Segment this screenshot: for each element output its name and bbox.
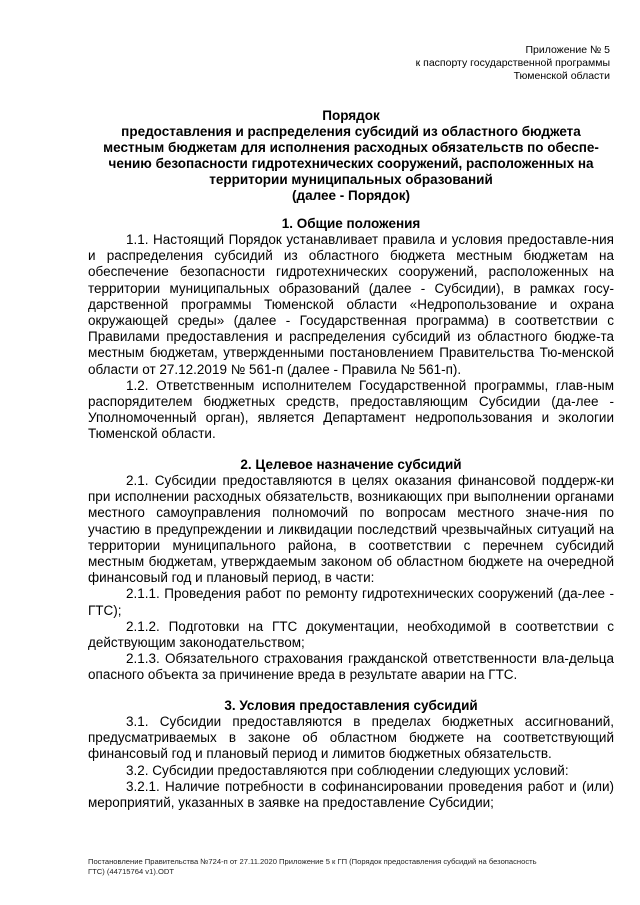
section-heading: 3. Условия предоставления субсидий [224, 698, 478, 713]
title-line: Порядок [322, 108, 380, 123]
paragraph: 3.2. Субсидии предоставляются при соблюдении следующих условий: [126, 762, 569, 778]
title-line: чению безопасности гидротехнических сооружений, расположенных на [108, 156, 594, 171]
appendix-line: Приложение № 5 [525, 44, 610, 56]
paragraph: 3.2.1. Наличие потребности в софинансировании проведения работ и (или) мероприятий, указанных в заявке на предоставление Субсидии; [88, 778, 614, 811]
footer-line: ГТС) (44715764 v1).ODT [88, 867, 174, 876]
title-line: территории муниципальных образований [209, 172, 493, 187]
paragraph: 2.1. Субсидии предоставляются в целях оказания финансовой поддерж-ки при исполнении расходных обязательств, возникающих при выполнении органами местного самоуправления полномочий по вопросам местного значе-ния по участию в предупреждении и ликвидации последствий чрезвычайных ситуаций на территории муниципального района, в соответствии с перечнем субсидий местным бюджетам, утверждаемым законом об областном бюджете на очередной финансовый год и плановый период, в части: [88, 473, 614, 586]
title-line: предоставления и распределения субсидий из областного бюджета [121, 124, 581, 139]
section-heading: 2. Целевое назначение субсидий [240, 457, 462, 472]
document-title [88, 108, 614, 204]
paragraph: 2.1.2. Подготовки на ГТС документации, необходимой в соответствии с действующим законодательством; [88, 618, 614, 651]
section-purpose [88, 457, 614, 684]
paragraph: 2.1.1. Проведения работ по ремонту гидротехнических сооружений (да-лее - ГТС); [88, 586, 614, 618]
section-conditions [88, 698, 614, 811]
footer-line: Постановление Правительства №724-п от 27.11.2020 Приложение 5 к ГП (Порядок предоставления субсидий на безопасность [88, 857, 537, 866]
title-line: местным бюджетам для исполнения расходных обязательств по обеспе- [103, 140, 599, 155]
title-line: (далее - Порядок) [292, 188, 410, 203]
page-footer [88, 857, 614, 877]
paragraph: 2.1.3. Обязательного страхования гражданской ответственности вла-дельца опасного объекта за причинение вреда в результате аварии на ГТС. [88, 651, 614, 683]
paragraph: 1.1. Настоящий Порядок устанавливает правила и условия предоставле-ния и распределения субсидий из областного бюджета местным бюджетам на обеспечение безопасности гидротехнических сооружений, расположенных на территории муниципальных образований (далее - Субсидии), в рамках госу-дарственной программы Тюменской области «Недропользование и охрана окружающей среды» (далее - Государственная программа) в соответствии с Правилами предоставления и распределения субсидий из областного бюдже-та местным бюджетам, утвержденными постановлением Правительства Тю-менской области от 27.12.2019 № 561-п (далее - Правила № 561-п). [88, 232, 614, 377]
section-heading: 1. Общие положения [281, 216, 421, 231]
appendix-header [416, 44, 610, 83]
section-general [88, 216, 614, 443]
appendix-line: к паспорту государственной программы [415, 57, 610, 69]
appendix-line: Тюменской области [513, 70, 610, 82]
paragraph: 1.2. Ответственным исполнителем Государственной программы, глав-ным распорядителем бюджетных средств, предоставляющим Субсидии (да-лее - Уполномоченный орган), является Департамент недропользования и экологии Тюменской области. [88, 377, 614, 442]
paragraph: 3.1. Субсидии предоставляются в пределах бюджетных ассигнований, предусматриваемых в законе об областном бюджете на соответствующий финансовый год и плановый период и лимитов бюджетных обязательств. [88, 714, 614, 762]
